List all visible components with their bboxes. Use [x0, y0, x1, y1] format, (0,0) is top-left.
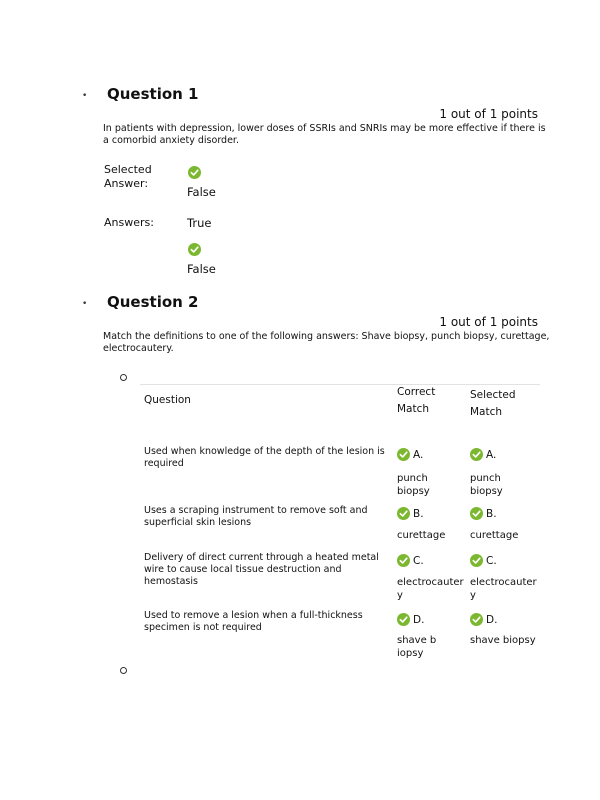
answer-option-true: True — [187, 216, 212, 230]
check-circle-icon — [397, 613, 410, 626]
check-circle-icon — [397, 448, 410, 461]
circle-outline-icon — [120, 667, 127, 674]
header-correct-match: Correct Match — [397, 386, 436, 415]
correct-letter: D. — [413, 613, 425, 626]
correct-text: curettage — [397, 530, 446, 541]
selected-text: curettage — [470, 530, 519, 541]
correct-text: punch biopsy — [397, 473, 430, 497]
correct-match-2 — [397, 507, 424, 520]
circle-outline-icon — [120, 374, 127, 381]
question-1-text: In patients with depression, lower doses of SSRIs and SNRIs may be more effective if there is a comorbid anxiety disorder. — [103, 123, 546, 146]
selected-text: electrocautery — [470, 577, 537, 601]
selected-text: punch biopsy — [470, 473, 503, 497]
correct-match-1 — [397, 448, 423, 461]
check-circle-icon — [397, 507, 410, 520]
check-circle-icon — [470, 448, 483, 461]
correct-match-3 — [397, 554, 424, 567]
check-circle-icon — [188, 166, 201, 179]
correct-match-4 — [397, 613, 424, 626]
header-selected-match: Selected Match — [470, 389, 516, 418]
selected-answer-label: Selected Answer: — [104, 163, 152, 190]
table-top-divider — [140, 384, 540, 385]
selected-answer-value: False — [187, 185, 216, 199]
match-question-3: Delivery of direct current through a heated metal wire to cause local tissue destruction and hemostasis — [144, 552, 379, 587]
question-2-points: 1 out of 1 points — [439, 315, 538, 329]
bullet-dot-icon: • — [82, 91, 88, 101]
answers-label: Answers: — [104, 216, 154, 229]
question-2-title: Question 2 — [107, 293, 199, 311]
check-circle-icon — [397, 554, 410, 567]
selected-letter: D. — [486, 613, 498, 626]
check-circle-icon — [470, 507, 483, 520]
selected-letter: C. — [486, 554, 497, 567]
correct-letter: B. — [413, 507, 424, 520]
question-2-text: Match the definitions to one of the following answers: Shave biopsy, punch biopsy, curettage, electrocautery. — [103, 331, 550, 354]
correct-text: electrocautery — [397, 577, 464, 601]
selected-text: shave biopsy — [470, 635, 536, 646]
match-question-4: Used to remove a lesion when a full-thickness specimen is not required — [144, 610, 363, 633]
check-circle-icon — [470, 613, 483, 626]
header-question: Question — [144, 394, 191, 406]
selected-letter: A. — [486, 448, 497, 461]
match-question-1: Used when knowledge of the depth of the lesion is required — [144, 446, 385, 469]
selected-match-3 — [470, 554, 497, 567]
question-1-title: Question 1 — [107, 85, 199, 103]
correct-letter: C. — [413, 554, 424, 567]
selected-match-2 — [470, 507, 497, 520]
question-1-points: 1 out of 1 points — [439, 107, 538, 121]
check-circle-icon — [188, 243, 201, 256]
answer-option-false: False — [187, 262, 216, 276]
selected-letter: B. — [486, 507, 497, 520]
correct-text: shave biopsy — [397, 635, 437, 659]
correct-letter: A. — [413, 448, 424, 461]
selected-match-4 — [470, 613, 497, 626]
bullet-dot-icon: • — [82, 299, 88, 309]
check-circle-icon — [470, 554, 483, 567]
selected-match-1 — [470, 448, 496, 461]
match-question-2: Uses a scraping instrument to remove soft and superficial skin lesions — [144, 505, 368, 528]
